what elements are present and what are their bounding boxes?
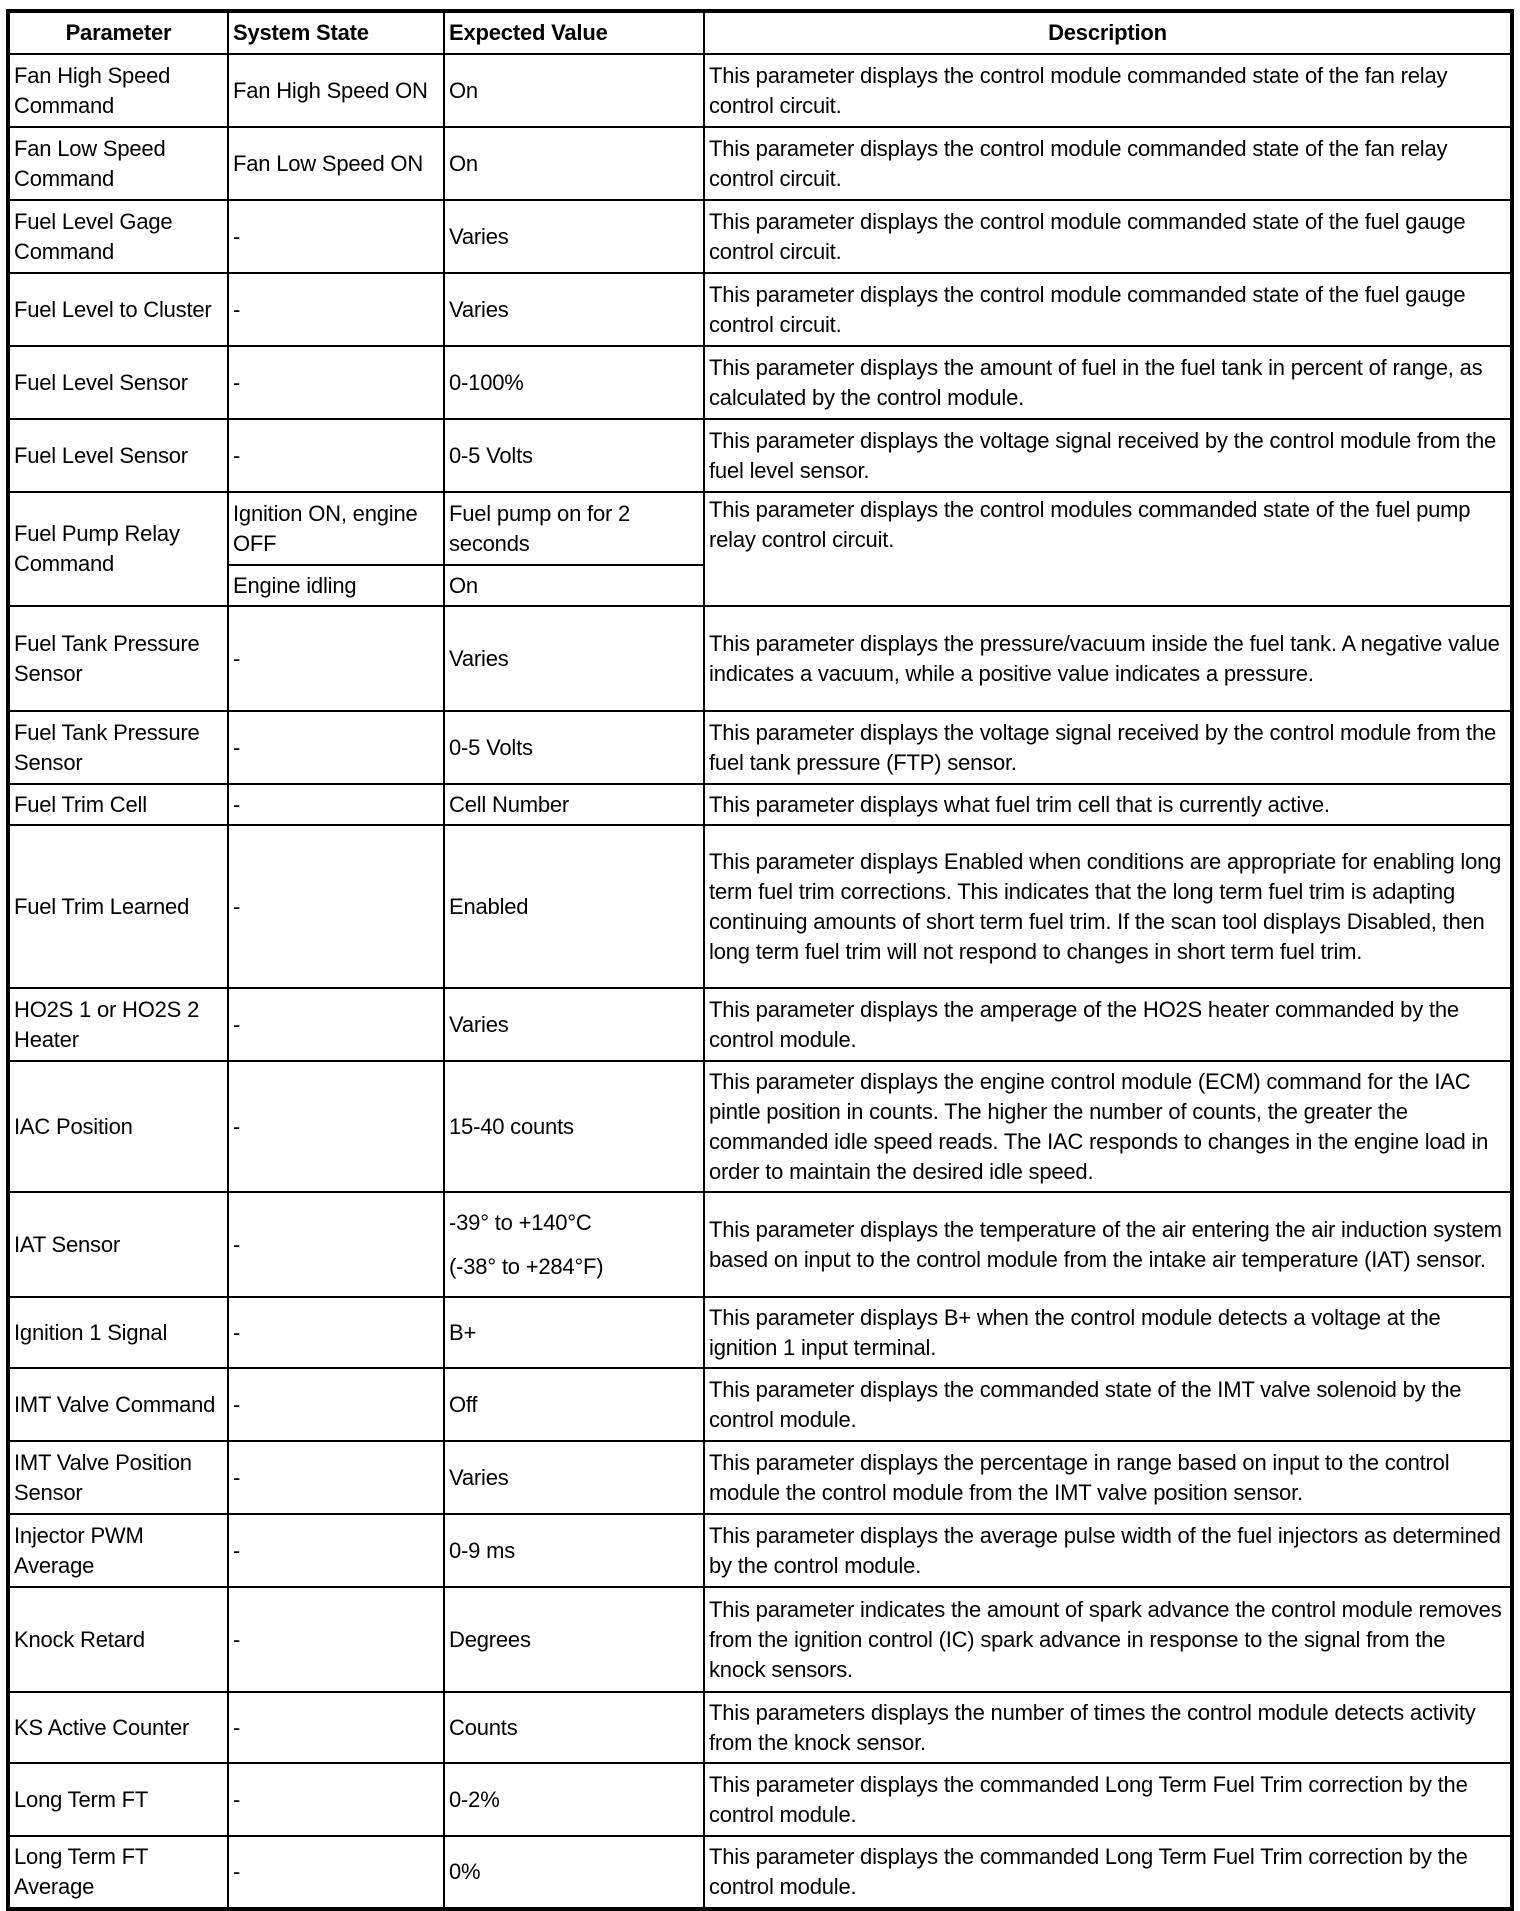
expected-value-celsius: -39° to +140°C: [449, 1209, 592, 1235]
expected-value-cell: Fuel pump on for 2 seconds: [444, 492, 704, 565]
description-cell: This parameters displays the number of times the control module detects activity from the knock sensor.: [704, 1692, 1512, 1763]
parameter-cell: Fuel Tank Pressure Sensor: [8, 711, 228, 784]
table-row: [8, 1587, 1512, 1692]
expected-value-cell: Counts: [444, 1692, 704, 1763]
system-state-cell: -: [228, 419, 444, 492]
table-row: [8, 1061, 1512, 1192]
table-row: [8, 1297, 1512, 1368]
description-cell: This parameter displays the temperature of the air entering the air induction system based on input to the control module from the intake air temperature (IAT) sensor.: [704, 1192, 1512, 1297]
table-row: [8, 1441, 1512, 1514]
table-row: [8, 419, 1512, 492]
description-cell: This parameter displays the control module commanded state of the fan relay control circuit.: [704, 54, 1512, 127]
parameter-cell: Long Term FT Average: [8, 1836, 228, 1909]
expected-value-cell: 0-100%: [444, 346, 704, 419]
expected-value-cell: Cell Number: [444, 784, 704, 825]
expected-value-cell: 0-5 Volts: [444, 711, 704, 784]
system-state-cell: -: [228, 1692, 444, 1763]
description-cell: This parameter displays the pressure/vacuum inside the fuel tank. A negative value indicates a vacuum, while a positive value indicates a pressure.: [704, 606, 1512, 711]
system-state-cell: Fan Low Speed ON: [228, 127, 444, 200]
expected-value-cell: Varies: [444, 1441, 704, 1514]
parameter-cell: Fuel Level Gage Command: [8, 200, 228, 273]
description-cell: This parameter displays the control module commanded state of the fuel gauge control circuit.: [704, 273, 1512, 346]
system-state-cell: -: [228, 200, 444, 273]
table-row: [8, 711, 1512, 784]
system-state-cell: -: [228, 1192, 444, 1297]
description-cell: This parameter displays B+ when the control module detects a voltage at the ignition 1 input terminal.: [704, 1297, 1512, 1368]
system-state-cell: -: [228, 346, 444, 419]
system-state-cell: -: [228, 1514, 444, 1587]
system-state-cell: -: [228, 1587, 444, 1692]
table-row: [8, 1836, 1512, 1909]
system-state-cell: -: [228, 1061, 444, 1192]
system-state-cell: Engine idling: [228, 565, 444, 606]
description-cell: This parameter displays the amount of fuel in the fuel tank in percent of range, as calculated by the control module.: [704, 346, 1512, 419]
description-cell: This parameter displays the commanded Long Term Fuel Trim correction by the control module.: [704, 1836, 1512, 1909]
description-cell: This parameter displays Enabled when conditions are appropriate for enabling long term fuel trim corrections. This indicates that the long term fuel trim is adapting continuing amounts of short term fuel trim. If the scan tool displays Disabled, then long term fuel trim will not respond to changes in short term fuel trim.: [704, 825, 1512, 988]
description-cell: This parameter displays the engine control module (ECM) command for the IAC pintle position in counts. The higher the number of counts, the greater the commanded idle speed reads. The IAC responds to changes in the engine load in order to maintain the desired idle speed.: [704, 1061, 1512, 1192]
system-state-cell: -: [228, 1368, 444, 1441]
parameter-cell: Fuel Level to Cluster: [8, 273, 228, 346]
table-row: [8, 127, 1512, 200]
system-state-cell: -: [228, 1297, 444, 1368]
parameter-cell: IMT Valve Command: [8, 1368, 228, 1441]
parameter-cell: HO2S 1 or HO2S 2 Heater: [8, 988, 228, 1061]
table-row: [8, 784, 1512, 825]
system-state-cell: -: [228, 988, 444, 1061]
expected-value-cell: On: [444, 54, 704, 127]
description-cell: This parameter displays the control modules commanded state of the fuel pump relay control circuit.: [704, 492, 1512, 606]
parameter-cell: KS Active Counter: [8, 1692, 228, 1763]
header-expected-value: Expected Value: [444, 11, 704, 54]
parameter-cell: Fuel Level Sensor: [8, 346, 228, 419]
parameter-cell: Long Term FT: [8, 1763, 228, 1836]
description-cell: This parameter displays the voltage signal received by the control module from the fuel level sensor.: [704, 419, 1512, 492]
description-cell: This parameter displays the percentage in range based on input to the control module the control module from the IMT valve position sensor.: [704, 1441, 1512, 1514]
parameter-cell: Ignition 1 Signal: [8, 1297, 228, 1368]
expected-value-cell: B+: [444, 1297, 704, 1368]
parameter-cell: IAT Sensor: [8, 1192, 228, 1297]
system-state-cell: -: [228, 273, 444, 346]
expected-value-cell: Varies: [444, 606, 704, 711]
table-row: [8, 988, 1512, 1061]
system-state-cell: -: [228, 1836, 444, 1909]
description-cell: This parameter displays the commanded state of the IMT valve solenoid by the control module.: [704, 1368, 1512, 1441]
parameter-cell: Fan High Speed Command: [8, 54, 228, 127]
system-state-cell: -: [228, 1441, 444, 1514]
system-state-cell: -: [228, 1763, 444, 1836]
description-cell: This parameter displays the control module commanded state of the fan relay control circuit.: [704, 127, 1512, 200]
description-cell: This parameter indicates the amount of spark advance the control module removes from the ignition control (IC) spark advance in response to the signal from the knock sensors.: [704, 1587, 1512, 1692]
parameter-cell: Injector PWM Average: [8, 1514, 228, 1587]
parameter-cell: Fuel Trim Learned: [8, 825, 228, 988]
parameter-cell: IAC Position: [8, 1061, 228, 1192]
parameter-table: [6, 9, 1514, 1911]
expected-value-cell: 0-5 Volts: [444, 419, 704, 492]
table-row: [8, 1692, 1512, 1763]
expected-value-cell: Off: [444, 1368, 704, 1441]
table-row: [8, 1368, 1512, 1441]
parameter-cell: Fan Low Speed Command: [8, 127, 228, 200]
table-row: [8, 200, 1512, 273]
table-row: [8, 273, 1512, 346]
table-row: [8, 606, 1512, 711]
expected-value-cell: 0-9 ms: [444, 1514, 704, 1587]
expected-value-cell: [444, 1192, 704, 1297]
description-cell: This parameter displays the control module commanded state of the fuel gauge control circuit.: [704, 200, 1512, 273]
expected-value-cell: Varies: [444, 273, 704, 346]
header-description: Description: [704, 11, 1512, 54]
parameter-cell: Knock Retard: [8, 1587, 228, 1692]
table-row: [8, 54, 1512, 127]
table-row: [8, 1514, 1512, 1587]
table-row: [8, 825, 1512, 988]
description-cell: This parameter displays the amperage of the HO2S heater commanded by the control module.: [704, 988, 1512, 1061]
description-cell: This parameter displays the commanded Long Term Fuel Trim correction by the control module.: [704, 1763, 1512, 1836]
header-system-state: System State: [228, 11, 444, 54]
expected-value-cell: Degrees: [444, 1587, 704, 1692]
description-cell: This parameter displays the voltage signal received by the control module from the fuel tank pressure (FTP) sensor.: [704, 711, 1512, 784]
parameter-cell: Fuel Trim Cell: [8, 784, 228, 825]
parameter-cell: Fuel Level Sensor: [8, 419, 228, 492]
expected-value-cell: Enabled: [444, 825, 704, 988]
expected-value-fahrenheit: (-38° to +284°F): [449, 1253, 604, 1279]
parameter-cell: Fuel Pump Relay Command: [8, 492, 228, 606]
system-state-cell: Fan High Speed ON: [228, 54, 444, 127]
table-row: [8, 346, 1512, 419]
system-state-cell: -: [228, 711, 444, 784]
description-cell: This parameter displays the average pulse width of the fuel injectors as determined by the control module.: [704, 1514, 1512, 1587]
expected-value-cell: 0%: [444, 1836, 704, 1909]
system-state-cell: -: [228, 606, 444, 711]
description-cell: This parameter displays what fuel trim cell that is currently active.: [704, 784, 1512, 825]
parameter-cell: Fuel Tank Pressure Sensor: [8, 606, 228, 711]
expected-value-cell: On: [444, 127, 704, 200]
table-row: [8, 1192, 1512, 1297]
header-parameter: Parameter: [8, 11, 228, 54]
header-row: [8, 11, 1512, 54]
expected-value-cell: Varies: [444, 988, 704, 1061]
parameter-cell: IMT Valve Position Sensor: [8, 1441, 228, 1514]
expected-value-cell: 0-2%: [444, 1763, 704, 1836]
expected-value-cell: Varies: [444, 200, 704, 273]
system-state-cell: Ignition ON, engine OFF: [228, 492, 444, 565]
expected-value-cell: On: [444, 565, 704, 606]
system-state-cell: -: [228, 784, 444, 825]
table-row: [8, 492, 1512, 565]
expected-value-cell: 15-40 counts: [444, 1061, 704, 1192]
table-row: [8, 1763, 1512, 1836]
system-state-cell: -: [228, 825, 444, 988]
